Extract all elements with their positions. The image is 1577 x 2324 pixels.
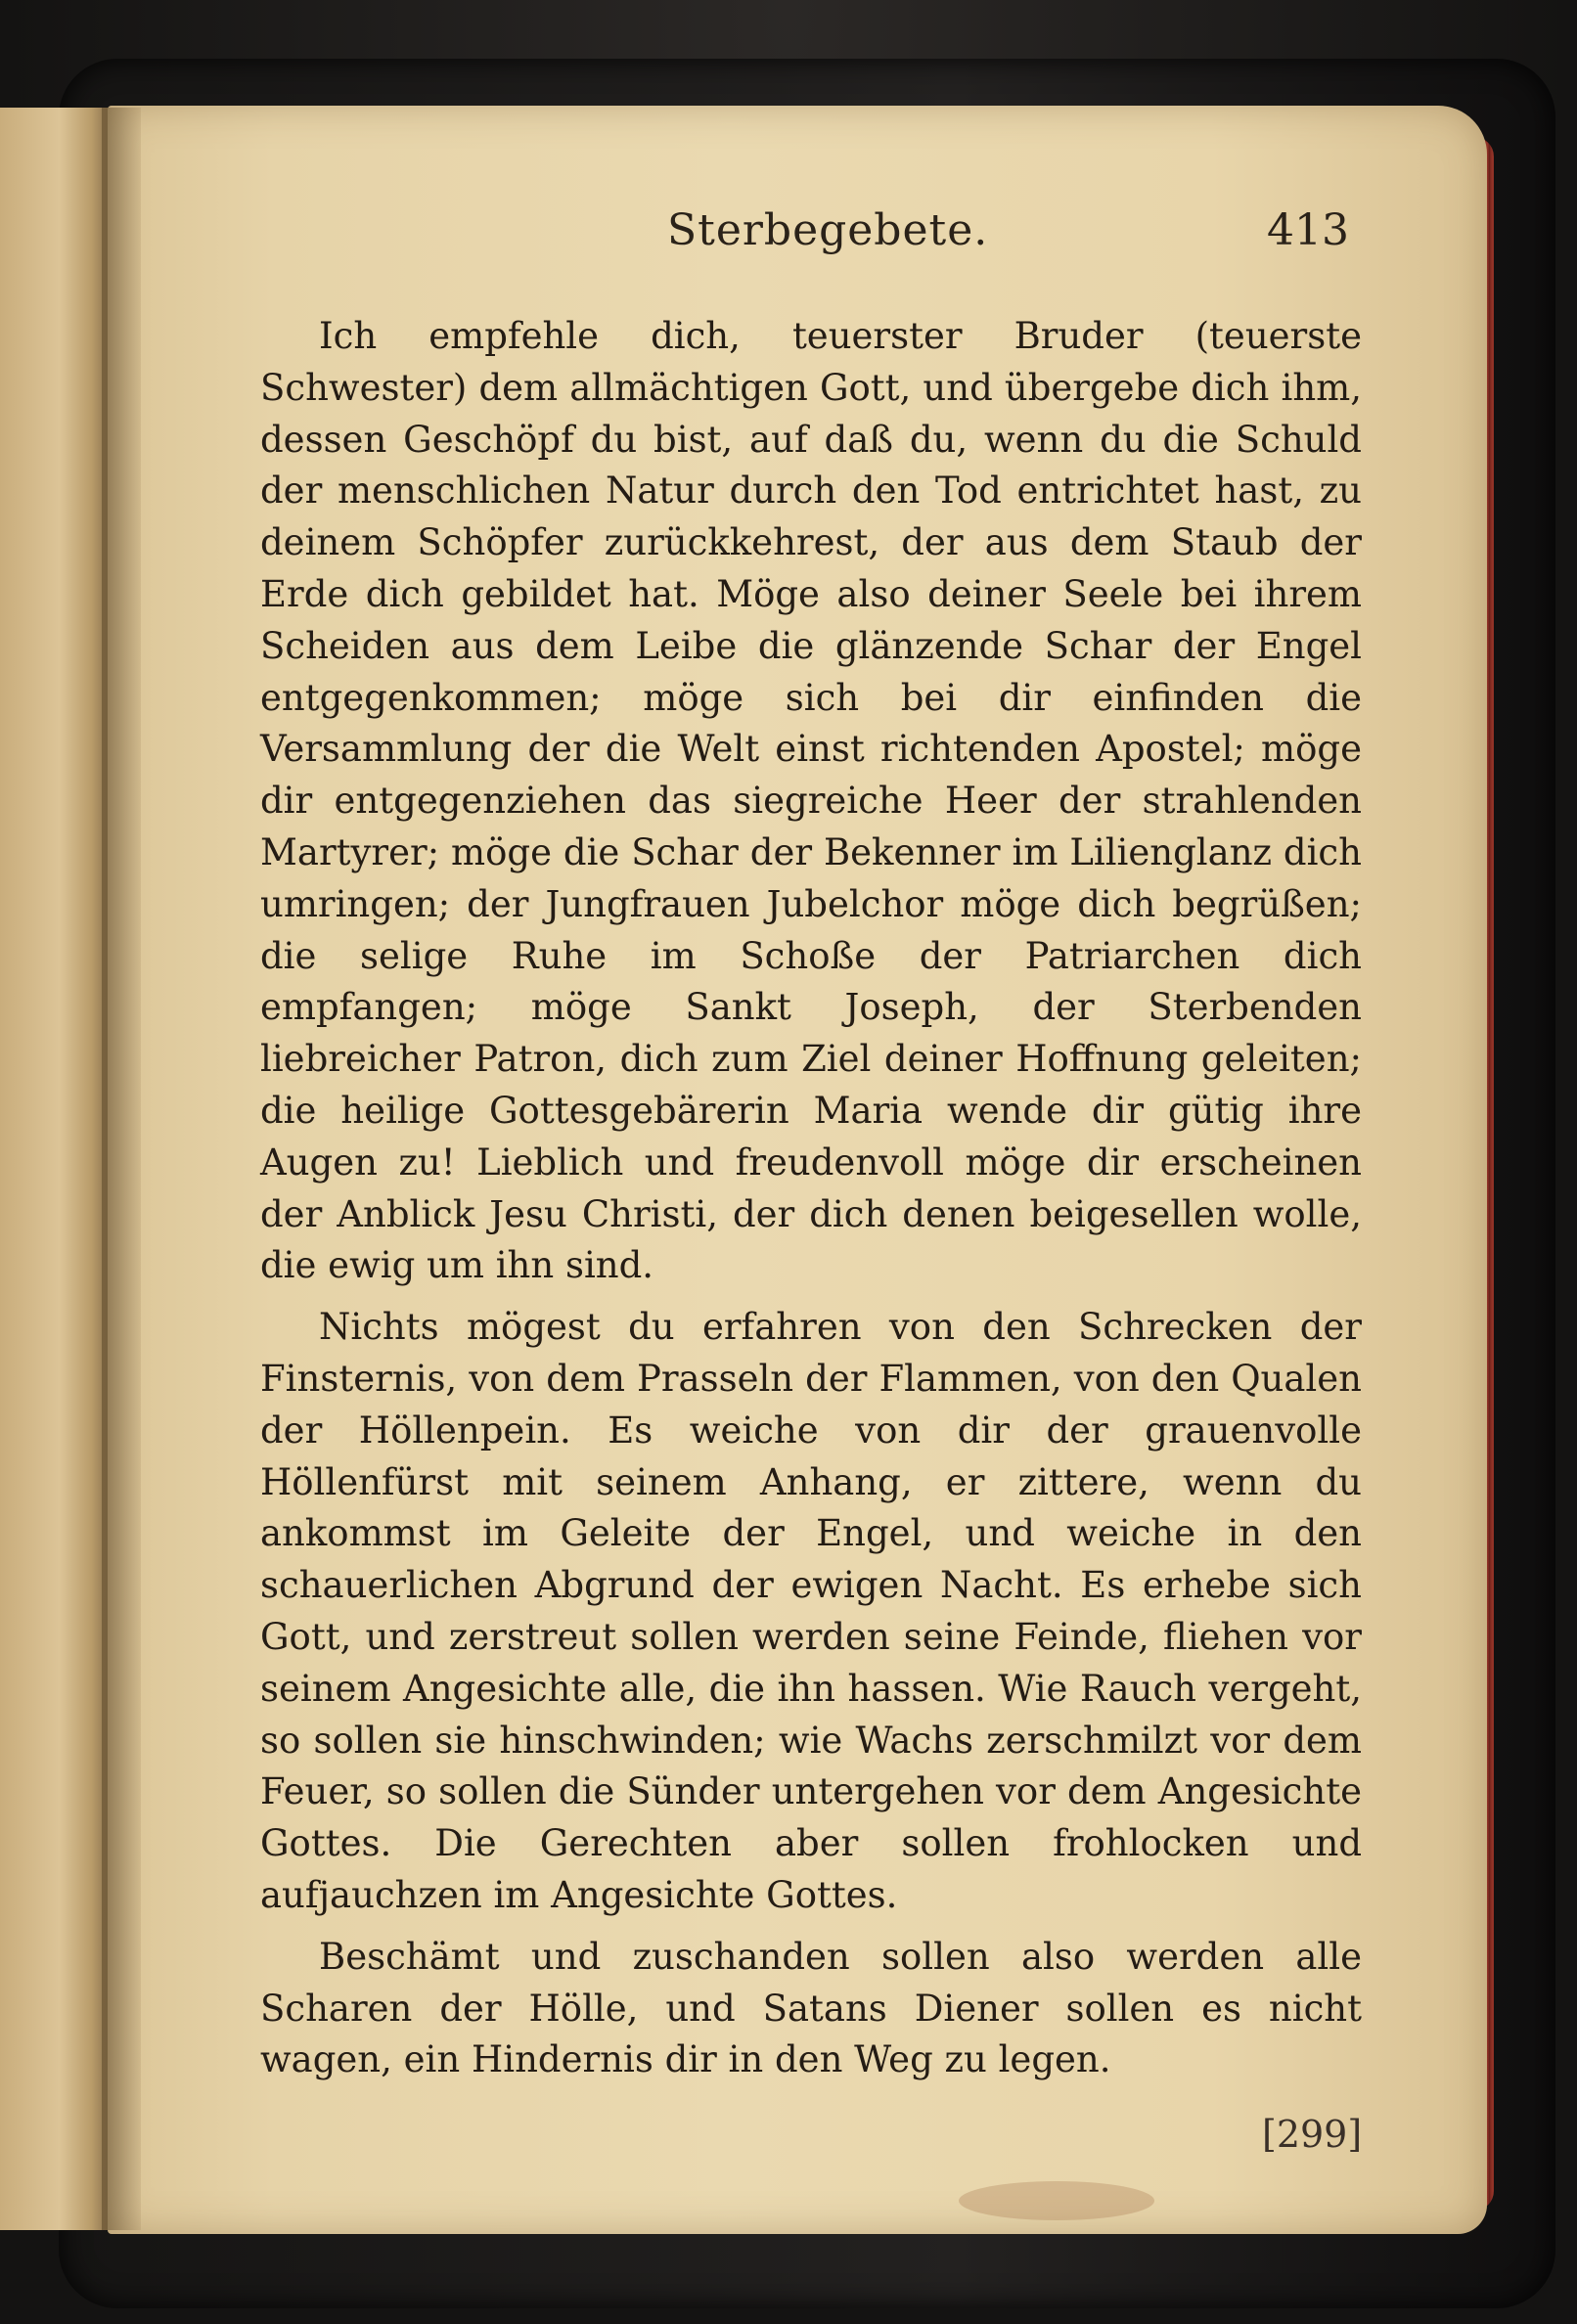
running-title: Sterbegebete. bbox=[667, 205, 989, 255]
paragraph: Nichts mögest du erfahren von den Schrecken der Finsternis, von dem Prasseln der Flammen, von den Qualen der Höllenpein. Es weiche von dir der grauenvolle Höllenfürst mit seinem Anhang, er zittere, wenn du ankommst im Geleite der Engel, und weiche in den schauerlichen Abgrund der ewigen Nacht. Es erhebe sich Gott, und zerstreut sollen werden seine Feinde, fliehen vor seinem Angesichte alle, die ihn hassen. Wie Rauch vergeht, so sollen sie hinschwinden; wie Wachs zerschmilzt vor dem Feuer, so sollen die Sünder untergehen vor dem Angesichte Gottes. Die Gerechten aber sollen frohlocken und aufjauchzen im Angesichte Gottes. bbox=[260, 1306, 1362, 1916]
previous-page-strip bbox=[0, 108, 111, 2230]
signature-mark: [299] bbox=[1262, 2113, 1363, 2156]
book-gutter bbox=[102, 108, 141, 2230]
page-number: 413 bbox=[1267, 205, 1349, 255]
paragraph: Beschämt und zuschanden sollen also werden alle Scharen der Hölle, und Satans Diener sollen es nicht wagen, ein Hindernis dir in den Weg zu legen. bbox=[260, 1935, 1362, 2081]
body-text bbox=[260, 311, 1362, 2096]
paragraph: Ich empfehle dich, teuerster Bruder (teuerste Schwester) dem allmächtigen Gott, und übergebe dich ihm, dessen Geschöpf du bist, auf daß du, wenn du die Schuld der menschlichen Natur durch den Tod entrichtet hast, zu deinem Schöpfer zurückkehrest, der aus dem Staub der Erde dich gebildet hat. Möge also deiner Seele bei ihrem Scheiden aus dem Leibe die glänzende Schar der Engel entgegenkommen; möge sich bei dir einfinden die Versammlung der die Welt einst richtenden Apostel; möge dir entgegenziehen das siegreiche Heer der strahlenden Martyrer; möge die Schar der Bekenner im Lilienglanz dich umringen; der Jungfrauen Jubelchor möge dich begrüßen; die selige Ruhe im Schoße der Patriarchen dich empfangen; möge Sankt Joseph, der Sterbenden liebreicher Patron, dich zum Ziel deiner Hoffnung geleiten; die heilige Gottesgebärerin Maria wende dir gütig ihre Augen zu! Lieblich und freudenvoll möge dir erscheinen der Anblick Jesu Christi, der dich denen beigesellen wolle, die ewig um ihn sind. bbox=[260, 315, 1362, 1287]
page-stain bbox=[959, 2181, 1154, 2220]
page-header bbox=[0, 205, 1577, 274]
